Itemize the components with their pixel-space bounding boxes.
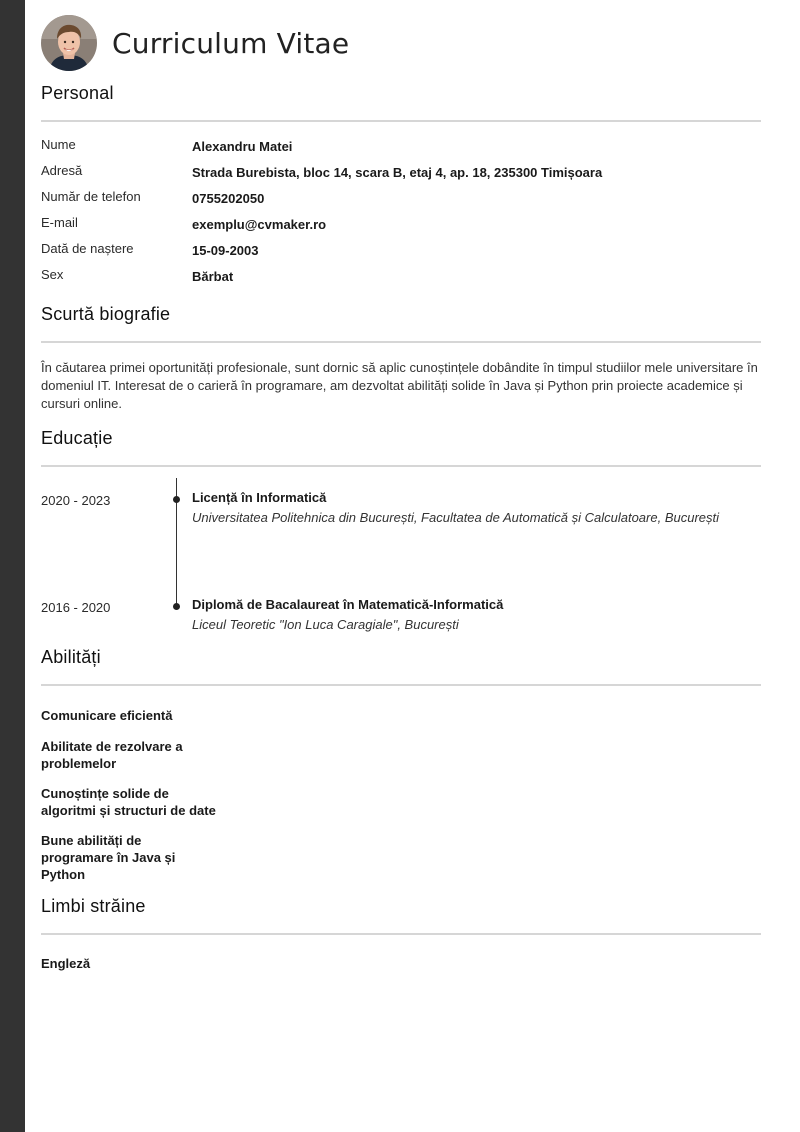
- personal-row-phone: [41, 189, 761, 209]
- language-item: Engleză: [41, 956, 91, 971]
- timeline-dot: [173, 496, 180, 503]
- section-title-languages: Limbi străine: [41, 896, 146, 916]
- avatar-photo-icon: [41, 15, 97, 71]
- sidebar-strip: [0, 0, 25, 1132]
- section-divider: [41, 341, 761, 343]
- personal-label: Sex: [41, 267, 64, 282]
- section-title-bio: Scurtă biografie: [41, 304, 171, 324]
- education-institution: Universitatea Politehnica din București, Facultatea de Automatică și Calculatoare, București: [192, 510, 720, 525]
- skill-item: Cunoștințe solide de algoritmi și structuri de date: [41, 786, 216, 818]
- skill-item: Abilitate de rezolvare a problemelor: [41, 739, 183, 771]
- education-institution: Liceul Teoretic "Ion Luca Caragiale", București: [192, 617, 459, 632]
- page-title: Curriculum Vitae: [112, 26, 350, 60]
- section-title-skills: Abilități: [41, 647, 101, 667]
- section-divider: [41, 933, 761, 935]
- timeline-dot: [173, 603, 180, 610]
- personal-value: Alexandru Matei: [192, 139, 293, 154]
- personal-value: 0755202050: [192, 191, 265, 206]
- personal-row-sex: [41, 267, 761, 287]
- education-degree: Diplomă de Bacalaureat în Matematică-Informatică: [192, 597, 504, 612]
- personal-label: E-mail: [41, 215, 78, 230]
- education-years: 2016 - 2020: [41, 600, 111, 615]
- education-degree: Licență în Informatică: [192, 490, 327, 505]
- bio-text: În căutarea primei oportunități profesionale, sunt dornic să aplic cunoștințele dobândite în timpul studiilor mele universitare în domeniul IT. Interesat de o carieră în programare, am dezvoltat abilități solide în Java și Python prin proiecte academice și cursuri online.: [41, 360, 758, 411]
- section-title-education: Educație: [41, 428, 113, 448]
- personal-label: Adresă: [41, 163, 83, 178]
- avatar: [41, 15, 97, 71]
- personal-row-email: [41, 215, 761, 235]
- section-divider: [41, 684, 761, 686]
- personal-row-address: [41, 163, 761, 183]
- skill-item: Bune abilități de programare în Java și Python: [41, 833, 176, 882]
- personal-value: exemplu@cvmaker.ro: [192, 217, 327, 232]
- header: [41, 14, 349, 72]
- personal-label: Nume: [41, 137, 76, 152]
- section-divider: [41, 465, 761, 467]
- personal-value: Strada Burebista, bloc 14, scara B, etaj 4, ap. 18, 235300 Timișoara: [192, 165, 603, 180]
- skill-item: Comunicare eficientă: [41, 708, 173, 723]
- personal-row-name: [41, 137, 761, 157]
- personal-value: 15-09-2003: [192, 243, 259, 258]
- personal-label: Număr de telefon: [41, 189, 141, 204]
- section-title-personal: Personal: [41, 83, 114, 103]
- personal-label: Dată de naștere: [41, 241, 134, 256]
- section-divider: [41, 120, 761, 122]
- education-years: 2020 - 2023: [41, 493, 111, 508]
- personal-row-birthdate: [41, 241, 761, 261]
- personal-value: Bărbat: [192, 269, 234, 284]
